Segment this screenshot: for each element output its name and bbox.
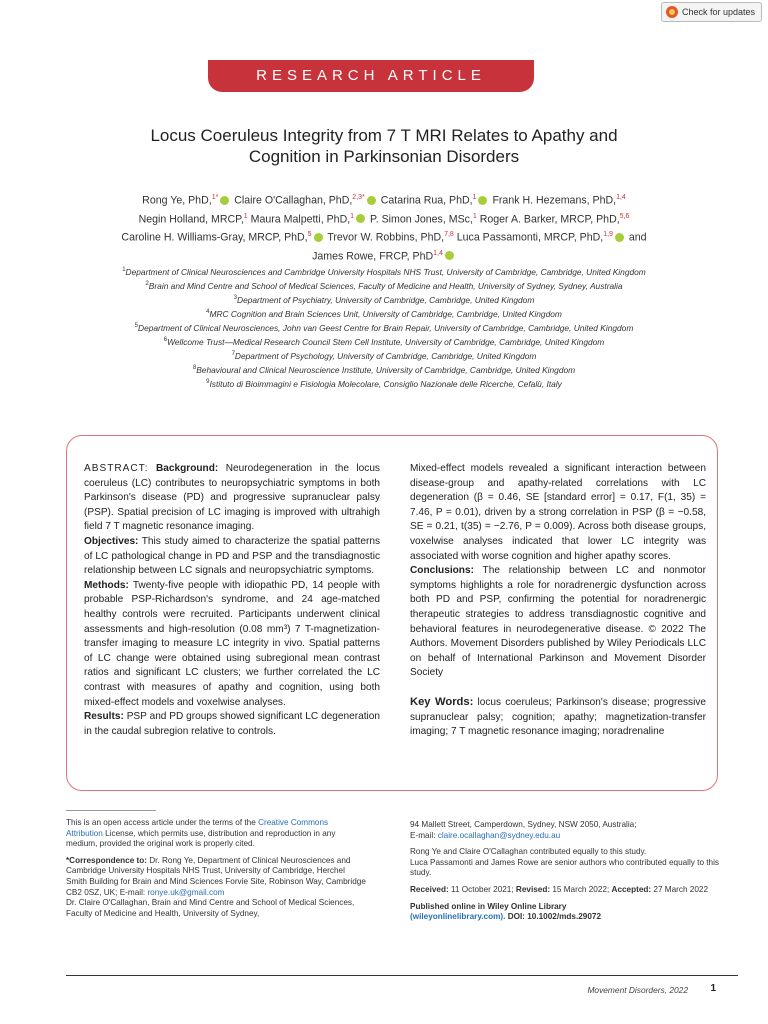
author: Caroline H. Williams-Gray, MRCP, PhD, — [121, 231, 308, 244]
affiliation: $^1$Department of Clinical Neurosciences and Cambridge University Hospitals NHS Trust, University of Cambridge, Cambridge, United Kingdom — [122, 266, 646, 277]
corresponding-email-link[interactable]: ronye.uk@gmail.com — [147, 887, 225, 897]
affiliation: $^3$Department of Psychiatry, University of Cambridge, Cambridge, United Kingdom — [233, 294, 535, 305]
author: P. Simon Jones, MSc, — [370, 213, 473, 226]
author: Trevor W. Robbins, PhD, — [327, 231, 445, 244]
keywords-label: Key Words: — [410, 695, 474, 708]
author-affiliation-mark: 2,3* — [352, 194, 365, 201]
author-affiliation-mark: 1 — [472, 194, 477, 201]
author: Negin Holland, MRCP, — [138, 213, 244, 226]
author-affiliation-mark: 1 — [243, 212, 248, 220]
article-title: Locus Coeruleus Integrity from 7 T MRI Relates to Apathy and Cognition in Parkinsonian Disorders — [150, 126, 618, 166]
check-for-updates-button[interactable] — [661, 2, 762, 22]
orcid-icon[interactable] — [445, 251, 454, 260]
author: Catarina Rua, PhD, — [380, 194, 473, 207]
author: Frank H. Hezemans, PhD, — [492, 194, 617, 207]
affiliation: $^5$Department of Clinical Neurosciences, John van Geest Centre for Brain Repair, University of Cambridge, Cambridge, United Kingdom — [134, 322, 634, 333]
author-affiliation-mark: 1 — [350, 212, 355, 220]
abstract-results-start: PSP and PD groups showed significant LC degeneration in the caudal subregion relative to controls. — [84, 711, 380, 737]
footnote-divider — [66, 810, 156, 811]
article-type-banner: RESEARCH ARTICLE — [208, 60, 534, 92]
author-affiliation-mark: 1,9 — [603, 231, 613, 239]
author-affiliation-mark: 5 — [307, 231, 312, 239]
running-footer: Movement Disorders, 2022 — [587, 985, 688, 995]
author: Rong Ye, PhD, — [142, 194, 212, 207]
affiliation: $^2$Brain and Mind Centre and School of Medical Sciences, Faculty of Medicine and Health, University of Sydney, Sydney, Australia — [145, 280, 623, 291]
orcid-icon[interactable] — [615, 233, 624, 242]
author-affiliation-mark: 1* — [211, 194, 219, 201]
footer-divider — [66, 975, 738, 976]
author-affiliation-mark: 7,8 — [444, 231, 454, 239]
author-affiliation-mark: 1,4 — [433, 249, 443, 257]
abstract-objectives: This study aimed to characterize the spatial patterns of LC pathological change in PD and PSP and the transdiagnostic relationship between LC signals and neuropsychiatric symptoms. — [84, 535, 380, 577]
check-updates-label: Check for updates — [681, 7, 755, 17]
affiliation-list — [40, 264, 728, 390]
orcid-icon[interactable] — [314, 233, 323, 242]
affiliation: $^4$MRC Cognition and Brain Sciences Unit, University of Cambridge, Cambridge, United Kingdom — [206, 308, 562, 319]
orcid-icon[interactable] — [356, 214, 365, 223]
affiliation: $^9$Istituto di Bioimmagini e Fisiologia Molecolare, Consiglio Nazionale delle Ricerche, Cefalù, Italy — [206, 378, 562, 389]
affiliation: $^6$Wellcome Trust—Medical Research Council Stem Cell Institute, University of Cambridge, Cambridge, United Kingdom — [163, 336, 605, 347]
abstract-conclusions: The relationship between LC and nonmotor symptoms highlights a role for noradrenergic dysfunction across both PD and PSP, confirming the potential for noradrenergic therapeutic strategies to address transdiagnostic cognitive and behavioral features in neurodegenerative disease. © 2022 The Authors. Movement Disorders published by Wiley Periodicals LLC on behalf of International Parkinson and Movement Disorder Society — [410, 565, 707, 679]
creative-commons-link[interactable]: Creative Commons Attribution — [66, 818, 329, 838]
abstract-results-cont: Mixed-effect models revealed a significant interaction between disease-group and apathy-related correlations with LC degeneration (β = 0.46, SE [standard error] = 0.17, F(1, 35) = 7.46, P = 0.01), driven by a strong correlation in PSP (β = −0.58, SE = 0.21, t(35) = −2.76, P = 0.009). Across both disease groups, voxelwise analyses indicated that lower LC integrity was associated with worse cognition and higher apathy scores. — [410, 463, 706, 562]
author-affiliation-mark: 1,4 — [616, 194, 626, 201]
second-email-link[interactable]: claire.ocallaghan@sydney.edu.au — [437, 830, 561, 840]
author-affiliation-mark: 5,6 — [619, 212, 630, 220]
author: Luca Passamonti, MRCP, PhD, — [456, 231, 604, 244]
orcid-icon[interactable] — [478, 196, 487, 205]
crossmark-icon — [666, 6, 678, 18]
abstract-methods: Twenty-five people with idiopathic PD, 14 people with probable PSP-Richardson's syndrome, and 24 age-matched healthy controls were recruited. Participants underwent clinical assessments and high-resolution (0.08 mm³) 7 T-magnetization-transfer imaging to measure LC integrity in vivo. Spatial patterns of LC change were obtained using subregional mean contrast ratios and significant LC clusters; we further correlated the LC contrast with measures of apathy and cognition, using both mixed-effect models and voxelwise analyses. — [84, 579, 380, 708]
abstract-right-column: Mixed-effect models revealed a significant interaction between disease-group and apathy-related correlations with LC degeneration (β = 0.46, SE [standard error] = 0.17, F(1, 35) = 7.46, P = 0.01), driven by a strong correlation in PSP (β = −0.58, SE = 0.21, t(35) = −2.76, P = 0.009). Across both disease groups, voxelwise analyses indicated that lower LC integrity was associated with worse cognition and higher apathy scores. Conclusions: The relationship between LC and nonmotor symptoms highlights a role for noradrenergic dysfunction across both PD and PSP, confirming the potential for noradrenergic therapeutic strategies to address transdiagnostic cognitive and behavioral features in neurodegenerative disease. © 2022 The Authors. Movement Disorders published by Wiley Periodicals LLC on behalf of International Parkinson and Movement Disorder Society Key Words: locus coeruleus; Parkinson's disease; progressive supranuclear palsy; cognition; apathy; magnetization-transfer imaging; 7 T magnetic resonance imaging; noradrenaline — [410, 463, 707, 738]
author: Claire O'Callaghan, PhD, — [234, 194, 353, 207]
page-number: 1 — [710, 983, 716, 994]
wiley-library-link[interactable]: (wileyonlinelibrary.com). — [410, 912, 506, 922]
footnotes-right: 94 Mallett Street, Camperdown, Sydney, NSW 2050, Australia; E-mail: claire.ocallaghan@sydney.edu.au Rong Ye and Claire O'Callaghan contributed equally to this study. Luca Passamonti and James Rowe are senior authors who contributed equally to this study. Received: 11 October 2021; Revised: 15 March 2022; Accepted: 27 March 2022 Published online in Wiley Online Library (wileyonlinelibrary.com). DOI: 10.1002/mds.29072 — [410, 820, 720, 922]
affiliation: $^7$Department of Psychology, University of Cambridge, Cambridge, United Kingdom — [231, 350, 537, 361]
footnotes-left: This is an open access article under the terms of the Creative Commons Attribution License, which permits use, distribution and reproduction in any medium, provided the original work is properly cited. *Correspondence to: Dr. Rong Ye, Department of Clinical Neurosciences and Cambridge University Hospitals NHS Trust, University of Cambridge, Herchel Smith Building for Brain and Mind Sciences Forvie Site, Robinson Way, Cambridge CB2 0SZ, UK; E-mail: ronye.uk@gmail.com Dr. Claire O'Callaghan, Brain and Mind Centre and School of Medical Sciences, Faculty of Medicine and Health, University of Sydney, — [66, 818, 366, 918]
orcid-icon[interactable] — [367, 196, 376, 205]
abstract-background: Neurodegeneration in the locus coeruleus (LC) contributes to neuropsychiatric symptoms in both Parkinson's disease (PD) and progressive supranuclear palsy (PSP). Spatial precision of LC imaging is improved with ultrahigh field 7 T magnetic resonance imaging. — [84, 463, 380, 533]
abstract-left-column: ABSTRACT: Background: Neurodegeneration in the locus coeruleus (LC) contributes to neuropsychiatric symptoms in both Parkinson's disease (PD) and progressive supranuclear palsy (PSP). Spatial precision of LC imaging is improved with ultrahigh field 7 T magnetic resonance imaging. Objectives: This study aimed to characterize the spatial patterns of LC pathological change in PD and PSP and the transdiagnostic relationship between LC signals and neuropsychiatric symptoms. Methods: Twenty-five people with idiopathic PD, 14 people with probable PSP-Richardson's syndrome, and 24 age-matched healthy controls were recruited. Participants underwent clinical assessments and high-resolution (0.08 mm³) 7 T-magnetization-transfer imaging to measure LC integrity in vivo. Spatial patterns of LC change were obtained using subregional mean contrast ratios and significant LC clusters; we further correlated the LC contrast with measures of apathy and cognition, using both mixed-effect models and voxelwise analyses. Results: PSP and PD groups showed significant LC degeneration in the caudal subregion relative to controls. — [84, 463, 380, 737]
author: Maura Malpetti, PhD, — [250, 213, 351, 226]
author-list — [60, 190, 708, 264]
affiliation: $^8$Behavioural and Clinical Neuroscience Institute, University of Cambridge, Cambridge, United Kingdom — [192, 364, 576, 375]
abstract-label: ABSTRACT: — [84, 463, 149, 474]
orcid-icon[interactable] — [220, 196, 229, 205]
keywords: locus coeruleus; Parkinson's disease; progressive supranuclear palsy; cognition; apathy; magnetization-transfer imaging; 7 T magnetic resonance imaging; noradrenaline — [410, 696, 707, 738]
author: James Rowe, FRCP, PhD — [312, 250, 434, 263]
author-affiliation-mark: 1 — [472, 212, 477, 220]
author: Roger A. Barker, MRCP, PhD, — [479, 213, 620, 226]
author: and — [628, 231, 647, 244]
